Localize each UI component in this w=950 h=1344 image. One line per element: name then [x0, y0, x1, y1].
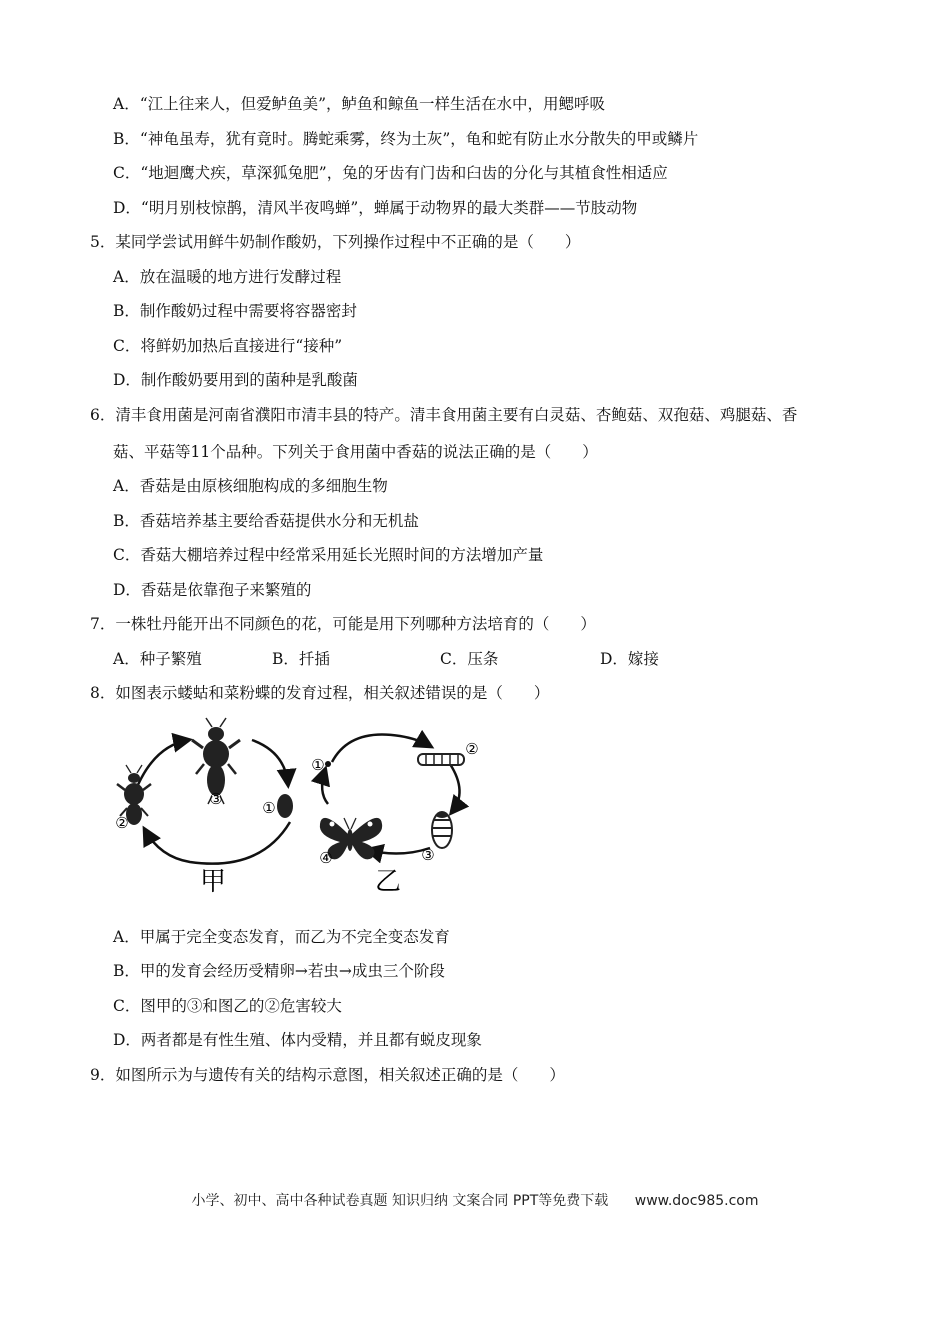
arrow-yi-2-to-3	[450, 764, 460, 812]
q4-option-d: D．“明月别枝惊鹊，清风半夜鸣蝉”，蝉属于动物界的最大类群——节肢动物	[113, 199, 638, 217]
q7-option-b: B．扦插	[272, 650, 330, 668]
caption-yi: 乙	[374, 867, 402, 897]
q5-option-a: A．放在温暖的地方进行发酵过程	[113, 268, 342, 286]
page-footer	[0, 1190, 950, 1210]
yi-label-4: ④	[319, 849, 333, 867]
q4-option-a: A．“江上往来人，但爱鲈鱼美”，鲈鱼和鲸鱼一样生活在水中，用鳃呼吸	[113, 95, 606, 113]
q8-option-a: A．甲属于完全变态发育，而乙为不完全变态发育	[113, 928, 450, 946]
q6-option-a: A．香菇是由原核细胞构成的多细胞生物	[113, 477, 388, 495]
q6-stem-line1: 6．清丰食用菌是河南省濮阳市清丰县的特产。清丰食用菌主要有白灵菇、杏鲍菇、双孢菇、鸡腿菇、香	[90, 406, 798, 424]
q9-stem: 9．如图所示为与遗传有关的结构示意图，相关叙述正确的是（ ）	[90, 1066, 565, 1084]
yi-label-2: ②	[465, 740, 479, 758]
q4-option-c: C．“地迴鹰犬疾，草深狐兔肥”，兔的牙齿有门齿和臼齿的分化与其植食性相适应	[113, 164, 668, 182]
q5-option-d: D．制作酸奶要用到的菌种是乳酸菌	[113, 371, 358, 389]
arrow-jia-1-to-2	[145, 822, 290, 864]
yi-label-3: ③	[421, 846, 435, 864]
q8-stem: 8．如图表示蝼蛄和菜粉蝶的发育过程，相关叙述错误的是（ ）	[90, 684, 550, 702]
q7-option-c: C．压条	[440, 650, 499, 668]
q8-option-b: B．甲的发育会经历受精卵→若虫→成虫三个阶段	[113, 962, 445, 980]
arrow-jia-3-to-1	[252, 740, 288, 784]
yi-label-1: ①	[311, 756, 325, 774]
footer-text: 小学、初中、高中各种试卷真题 知识归纳 文案合同 PPT等免费下载	[191, 1193, 609, 1209]
cycle-yi	[311, 734, 478, 897]
q6-stem-line2: 菇、平菇等11个品种。下列关于食用菌中香菇的说法正确的是（ ）	[113, 443, 598, 461]
q8-option-d: D．两者都是有性生殖、体内受精，并且都有蜕皮现象	[113, 1031, 482, 1049]
butterfly-egg-icon	[325, 761, 331, 767]
q6-option-d: D．香菇是依靠孢子来繁殖的	[113, 581, 312, 599]
q7-option-a: A．种子繁殖	[113, 650, 202, 668]
caterpillar-icon	[418, 754, 464, 765]
arrow-yi-1-to-2	[332, 734, 430, 762]
jia-label-3: ③	[209, 790, 223, 808]
q7-stem: 7．一株牡丹能开出不同颜色的花，可能是用下列哪种方法培育的（ ）	[90, 615, 596, 633]
arrow-yi-4-to-1	[322, 770, 328, 804]
caption-jia: 甲	[199, 867, 227, 897]
q7-options-row	[0, 649, 950, 669]
cycle-jia	[115, 718, 293, 897]
q8-option-c: C．图甲的③和图乙的②危害较大	[113, 997, 342, 1015]
jia-label-1: ①	[262, 799, 276, 817]
pupa-icon	[432, 812, 452, 848]
q6-option-b: B．香菇培养基主要给香菇提供水分和无机盐	[113, 512, 419, 530]
insect-development-figure	[100, 712, 500, 902]
egg-icon	[277, 794, 293, 818]
q5-option-b: B．制作酸奶过程中需要将容器密封	[113, 302, 357, 320]
q6-option-c: C．香菇大棚培养过程中经常采用延长光照时间的方法增加产量	[113, 546, 544, 564]
q4-option-b: B．“神龟虽寿，犹有竟时。腾蛇乘雾，终为土灰”，龟和蛇有防止水分散失的甲或鳞片	[113, 130, 699, 148]
footer-link[interactable]: www.doc985.com	[634, 1193, 759, 1209]
q5-option-c: C．将鲜奶加热后直接进行“接种”	[113, 337, 343, 355]
q7-option-d: D．嫁接	[600, 650, 659, 668]
q5-stem: 5．某同学尝试用鲜牛奶制作酸奶，下列操作过程中不正确的是（ ）	[90, 233, 581, 251]
jia-label-2: ②	[115, 814, 129, 832]
